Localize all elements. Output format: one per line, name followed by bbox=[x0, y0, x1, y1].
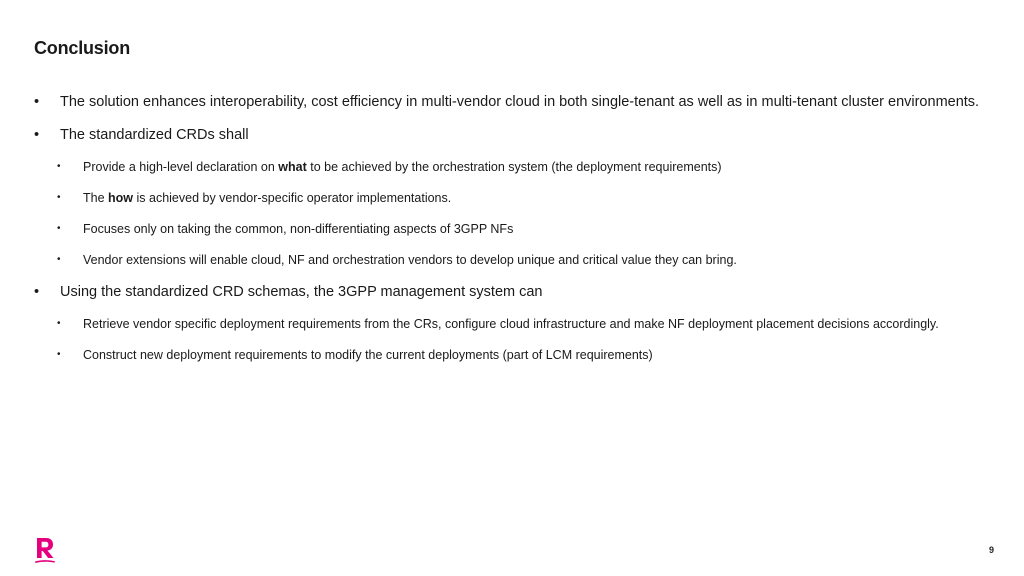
emphasis-text: how bbox=[108, 191, 134, 205]
page-number: 9 bbox=[988, 545, 994, 555]
sub-bullet-text bbox=[83, 191, 451, 205]
bullet-dot-icon: • bbox=[34, 284, 40, 300]
bullet-dot-icon: • bbox=[57, 254, 61, 265]
list-item bbox=[34, 282, 984, 303]
bullet-dot-icon: • bbox=[34, 94, 40, 110]
sub-list-item bbox=[34, 315, 984, 333]
sub-list-item bbox=[34, 346, 984, 364]
bullet-list bbox=[34, 92, 984, 377]
bullet-text: Using the standardized CRD schemas, the 3GPP management system can bbox=[60, 284, 543, 300]
brand-r-logo-icon bbox=[33, 536, 57, 564]
bullet-dot-icon: • bbox=[57, 223, 61, 234]
slide-title: Conclusion bbox=[34, 38, 130, 58]
sub-bullet-text: Focuses only on taking the common, non-differentiating aspects of 3GPP NFs bbox=[83, 222, 514, 236]
sub-bullet-text: Vendor extensions will enable cloud, NF and orchestration vendors to develop unique and critical value they can bring. bbox=[83, 253, 737, 267]
sub-list-item bbox=[34, 220, 984, 238]
text-segment: The bbox=[83, 191, 109, 205]
bullet-dot-icon: • bbox=[57, 161, 61, 172]
list-item bbox=[34, 125, 984, 146]
bullet-text: The solution enhances interoperability, cost efficiency in multi-vendor cloud in both single-tenant as well as in multi-tenant cluster environments. bbox=[60, 94, 980, 110]
bullet-dot-icon: • bbox=[57, 192, 61, 203]
list-item bbox=[34, 92, 984, 113]
sub-bullet-text bbox=[83, 160, 722, 174]
bullet-text: The standardized CRDs shall bbox=[60, 127, 249, 143]
emphasis-text: what bbox=[278, 160, 307, 174]
sub-bullet-text: Retrieve vendor specific deployment requirements from the CRs, configure cloud infrastructure and make NF deployment placement decisions accordingly. bbox=[83, 317, 939, 331]
sub-list-item bbox=[34, 158, 984, 176]
text-segment: is achieved by vendor-specific operator implementations. bbox=[133, 191, 452, 205]
bullet-dot-icon: • bbox=[57, 318, 61, 329]
bullet-dot-icon: • bbox=[34, 127, 40, 143]
sub-list-item bbox=[34, 251, 984, 269]
bullet-dot-icon: • bbox=[57, 349, 61, 360]
text-segment: to be achieved by the orchestration system (the deployment requirements) bbox=[306, 160, 722, 174]
text-segment: Provide a high-level declaration on bbox=[83, 160, 279, 174]
sub-list-item bbox=[34, 189, 984, 207]
sub-bullet-text: Construct new deployment requirements to modify the current deployments (part of LCM requirements) bbox=[83, 348, 653, 362]
